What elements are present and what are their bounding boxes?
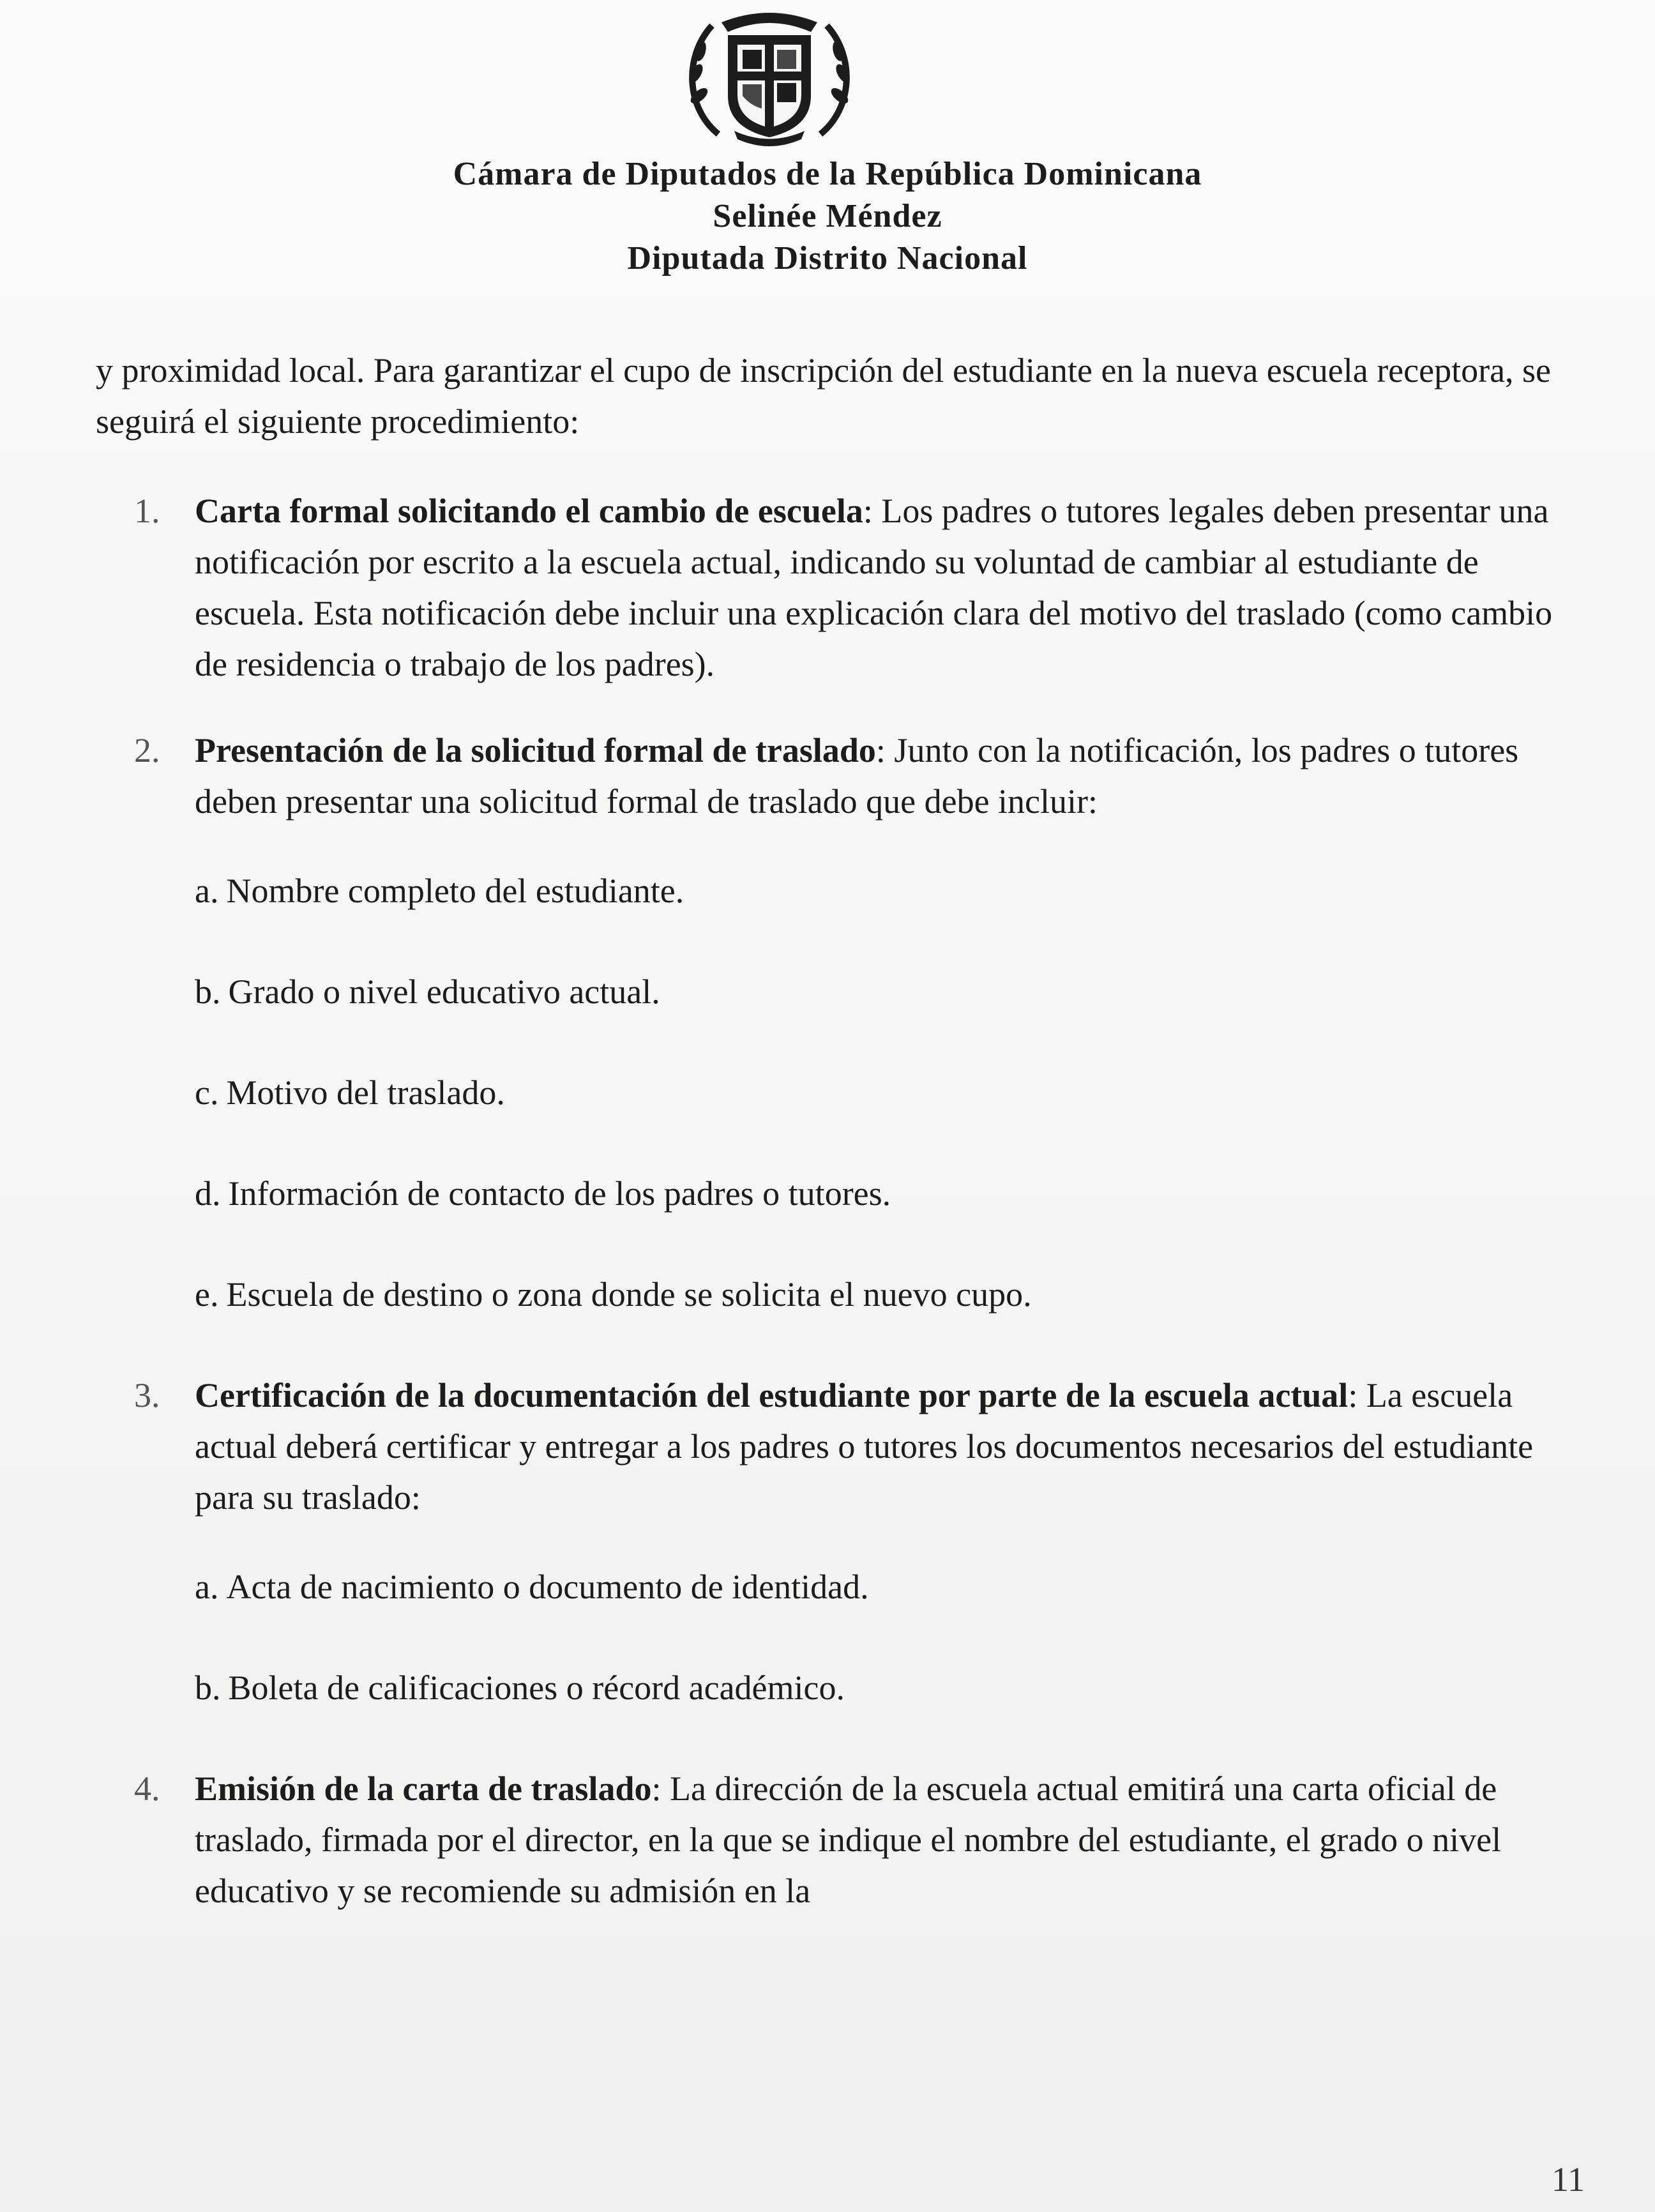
chamber-name: Cámara de Diputados de la República Dominicana	[453, 156, 1202, 192]
step-number: 4.	[134, 1769, 160, 1808]
step-text: : La escuela actual deberá certificar y entregar a los padres o tutores los documentos necesarios del estudiante para su traslado:	[195, 1376, 1534, 1517]
procedure-step	[134, 485, 1583, 690]
procedure-step	[134, 725, 1583, 1320]
item-letter: b.	[195, 1669, 221, 1707]
item-letter: c.	[195, 1073, 219, 1112]
item-text: Motivo del traslado.	[226, 1073, 505, 1112]
item-letter: e.	[195, 1275, 219, 1314]
item-text: Información de contacto de los padres o tutores.	[228, 1174, 891, 1213]
step-number: 2.	[134, 731, 160, 769]
intro-paragraph: y proximidad local. Para garantizar el cupo de inscripción del estudiante en la nueva escuela receptora, se seguirá el siguiente procedimiento:	[96, 351, 1552, 441]
item-letter: b.	[195, 973, 221, 1011]
coat-of-arms-emblem	[674, 0, 865, 147]
step-text: : Junto con la notificación, los padres o tutores deben presentar una solicitud formal de traslado que debe incluir:	[195, 731, 1519, 821]
deputy-title: Diputada Distrito Nacional	[627, 240, 1028, 276]
step-title: Carta formal solicitando el cambio de escuela	[195, 492, 863, 530]
item-letter: a.	[195, 1568, 219, 1606]
list-item	[195, 966, 1583, 1017]
page-number: 11	[1552, 2160, 1585, 2199]
list-item	[195, 1561, 1583, 1612]
document-header	[0, 153, 1655, 280]
item-letter: a.	[195, 872, 219, 910]
document-body	[96, 345, 1583, 1951]
item-text: Acta de nacimiento o documento de identidad.	[226, 1568, 869, 1606]
step-title: Presentación de la solicitud formal de traslado	[195, 731, 876, 769]
deputy-name: Selinée Méndez	[713, 198, 942, 234]
list-item	[195, 1269, 1583, 1320]
step-text: : Los padres o tutores legales deben presentar una notificación por escrito a la escuela actual, indicando su voluntad de cambiar al estudiante de escuela. Esta notificación debe incluir una explicación clara del motivo del traslado (como cambio de residencia o trabajo de los padres).	[195, 492, 1553, 683]
documents-list	[195, 1561, 1583, 1713]
procedure-step	[134, 1370, 1583, 1713]
requirements-list	[195, 865, 1583, 1320]
item-text: Boleta de calificaciones o récord académico.	[228, 1669, 845, 1707]
list-item	[195, 1168, 1583, 1219]
step-number: 3.	[134, 1376, 160, 1414]
item-letter: d.	[195, 1174, 221, 1213]
list-item	[195, 865, 1583, 916]
item-text: Grado o nivel educativo actual.	[228, 973, 660, 1011]
list-item	[195, 1662, 1583, 1713]
list-item	[195, 1067, 1583, 1118]
item-text: Escuela de destino o zona donde se solicita el nuevo cupo.	[226, 1275, 1032, 1314]
step-title: Certificación de la documentación del estudiante por parte de la escuela actual	[195, 1376, 1349, 1414]
step-title: Emisión de la carta de traslado	[195, 1769, 652, 1808]
step-text: : La dirección de la escuela actual emitirá una carta oficial de traslado, firmada por el director, en la que se indique el nombre del estudiante, el grado o nivel educativo y se recomiende su admisión en la	[195, 1769, 1502, 1910]
procedure-step	[134, 1763, 1583, 1916]
item-text: Nombre completo del estudiante.	[226, 872, 684, 910]
step-number: 1.	[134, 492, 160, 530]
